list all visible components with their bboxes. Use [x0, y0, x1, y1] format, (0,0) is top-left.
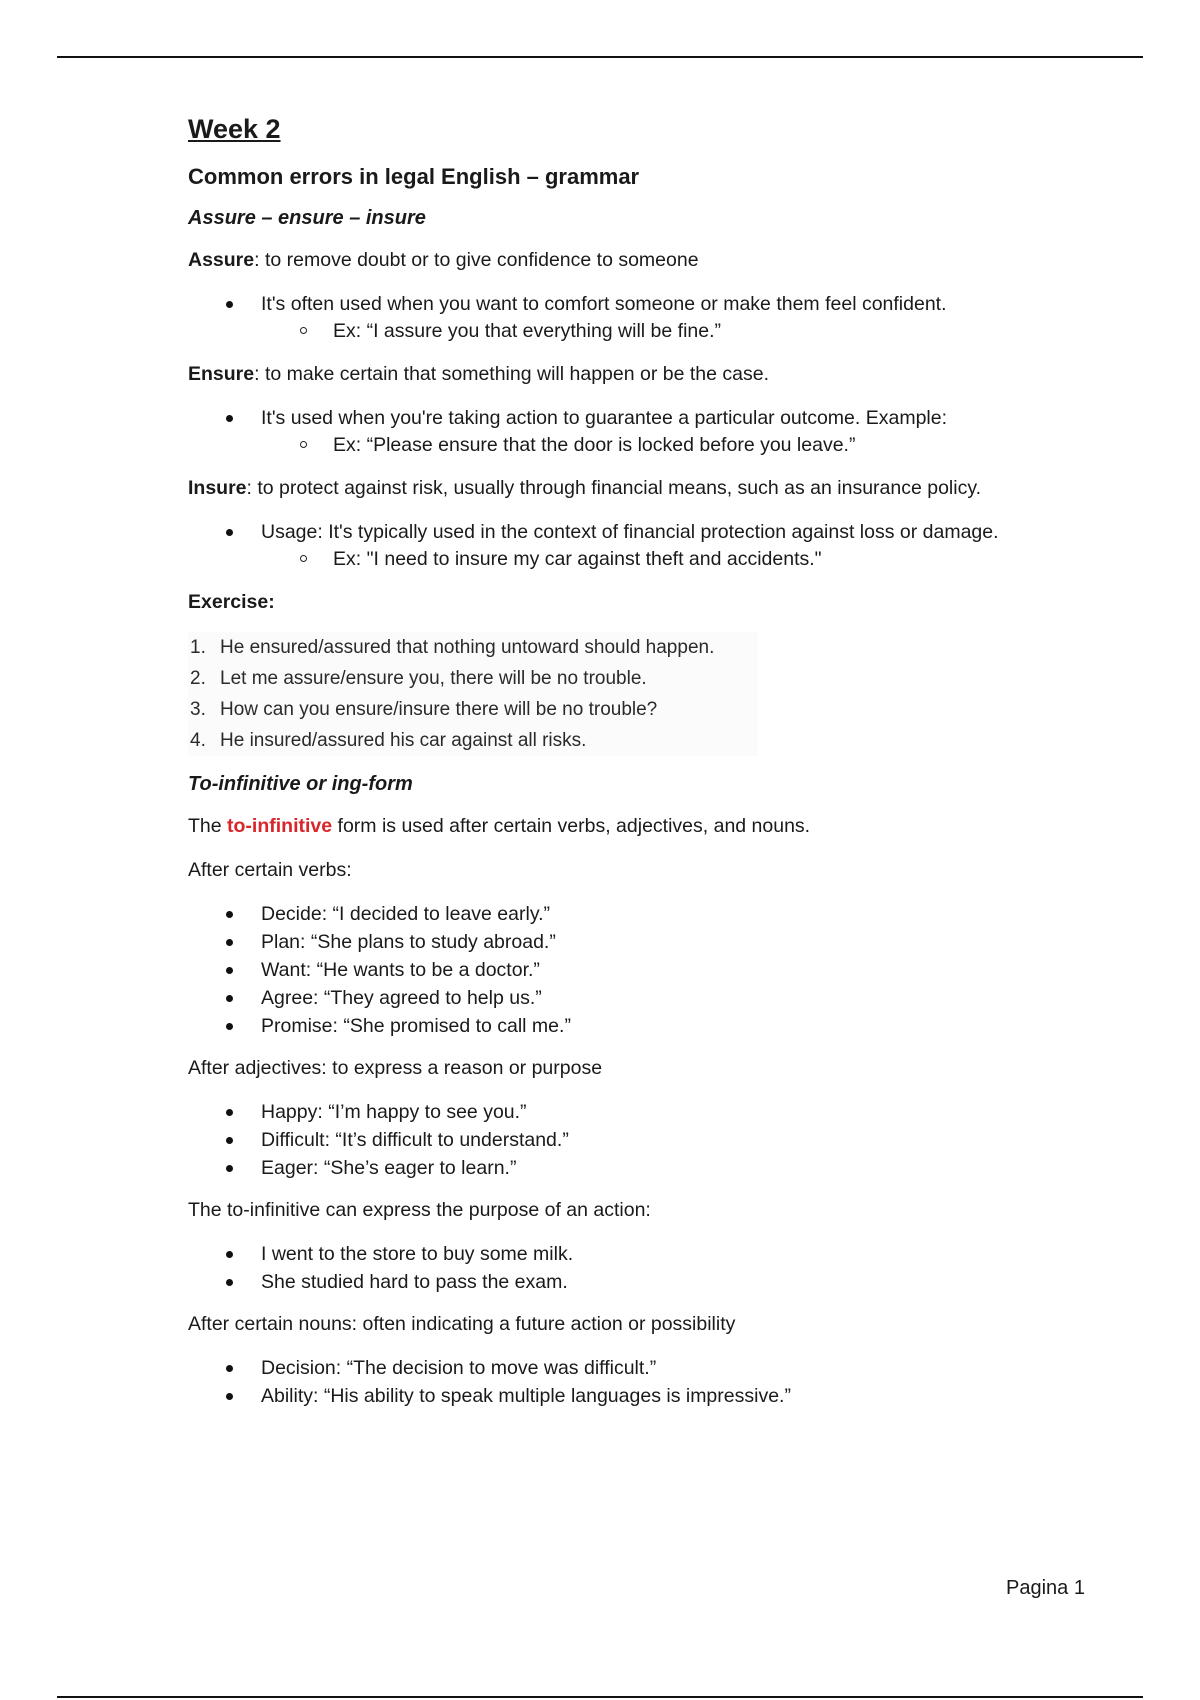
list-item: Want: “He wants to be a doctor.” [188, 956, 1088, 984]
bullet-icon [226, 995, 233, 1002]
term: Assure [188, 249, 255, 271]
bullet-icon [226, 1023, 233, 1030]
bullet-icon [226, 415, 233, 422]
list-item: Decision: “The decision to move was difficult.” [188, 1354, 1088, 1382]
bullet-icon [226, 1251, 233, 1258]
bullet-icon [226, 529, 233, 536]
bullet-icon [226, 1109, 233, 1116]
bullet-icon [226, 1279, 233, 1286]
definition-ensure [188, 360, 1088, 388]
exercise-label: Exercise: [188, 591, 275, 613]
bullet-icon [226, 301, 233, 308]
intro-paragraph: The to-infinitive form is used after certain verbs, adjectives, and nouns. [188, 815, 811, 837]
exercise-item: 2. Let me assure/ensure you, there will be no trouble. [190, 668, 647, 689]
adjectives-label: After adjectives: to express a reason or purpose [188, 1057, 603, 1079]
exercise-item: 4. He insured/assured his car against all risks. [190, 730, 587, 751]
list-item: It's often used when you want to comfort someone or make them feel confident. [188, 290, 1088, 318]
nouns-label: After certain nouns: often indicating a future action or possibility [188, 1313, 736, 1335]
example-item: Ex: “I assure you that everything will be fine.” [188, 318, 1088, 344]
definition-details [188, 404, 1088, 458]
exercise-list [188, 632, 758, 756]
bullet-icon [226, 939, 233, 946]
list-item: Usage: It's typically used in the context of financial protection against loss or damage. [188, 518, 1088, 546]
exercise-item: 1. He ensured/assured that nothing untoward should happen. [190, 637, 715, 658]
example-item: Ex: “Please ensure that the door is locked before you leave.” [188, 432, 1088, 458]
definition-text: : to remove doubt or to give confidence to someone [254, 249, 699, 271]
document-title: Week 2 [188, 114, 281, 144]
subsection-title-assure: Assure – ensure – insure [188, 207, 426, 229]
list-item: Plan: “She plans to study abroad.” [188, 928, 1088, 956]
definition-details [188, 290, 1088, 344]
list-item: Happy: “I’m happy to see you.” [188, 1098, 1088, 1126]
circle-bullet-icon [300, 555, 307, 562]
list-item: I went to the store to buy some milk. [188, 1240, 1088, 1268]
bullet-icon [226, 967, 233, 974]
list-item: Ability: “His ability to speak multiple languages is impressive.” [188, 1382, 1088, 1410]
list-item: Difficult: “It’s difficult to understand.” [188, 1126, 1088, 1154]
page-number: Pagina 1 [1006, 1577, 1085, 1599]
definition-text: : to protect against risk, usually through financial means, such as an insurance policy. [246, 477, 982, 499]
list-item: Promise: “She promised to call me.” [188, 1012, 1088, 1040]
definition-insure [188, 474, 1088, 502]
purpose-list [188, 1240, 1088, 1296]
adjectives-list [188, 1098, 1088, 1182]
list-item: Decide: “I decided to leave early.” [188, 900, 1088, 928]
circle-bullet-icon [300, 441, 307, 448]
term: Ensure [188, 363, 255, 385]
bullet-icon [226, 1137, 233, 1144]
definition-details [188, 518, 1088, 572]
section-heading: Common errors in legal English – grammar [188, 164, 640, 189]
verbs-list [188, 900, 1088, 1040]
list-item: Agree: “They agreed to help us.” [188, 984, 1088, 1012]
definition-text: : to make certain that something will happen or be the case. [254, 363, 769, 385]
example-item: Ex: "I need to insure my car against theft and accidents." [188, 546, 1088, 572]
header-rule [57, 56, 1143, 58]
purpose-label: The to-infinitive can express the purpose of an action: [188, 1199, 651, 1221]
bullet-icon [226, 1393, 233, 1400]
list-item: Eager: “She’s eager to learn.” [188, 1154, 1088, 1182]
document-page [188, 110, 1088, 1424]
nouns-list [188, 1354, 1088, 1410]
highlighted-term: to-infinitive [227, 815, 333, 837]
term: Insure [188, 477, 247, 499]
subsection-title-infinitive: To-infinitive or ing-form [188, 773, 413, 795]
definition-assure [188, 246, 1088, 274]
bullet-icon [226, 911, 233, 918]
exercise-item: 3. How can you ensure/insure there will be no trouble? [190, 699, 658, 720]
bullet-icon [226, 1365, 233, 1372]
verbs-label: After certain verbs: [188, 859, 352, 881]
bullet-icon [226, 1165, 233, 1172]
list-item: It's used when you're taking action to guarantee a particular outcome. Example: [188, 404, 1088, 432]
footer-rule [57, 1696, 1143, 1698]
list-item: She studied hard to pass the exam. [188, 1268, 1088, 1296]
circle-bullet-icon [300, 327, 307, 334]
